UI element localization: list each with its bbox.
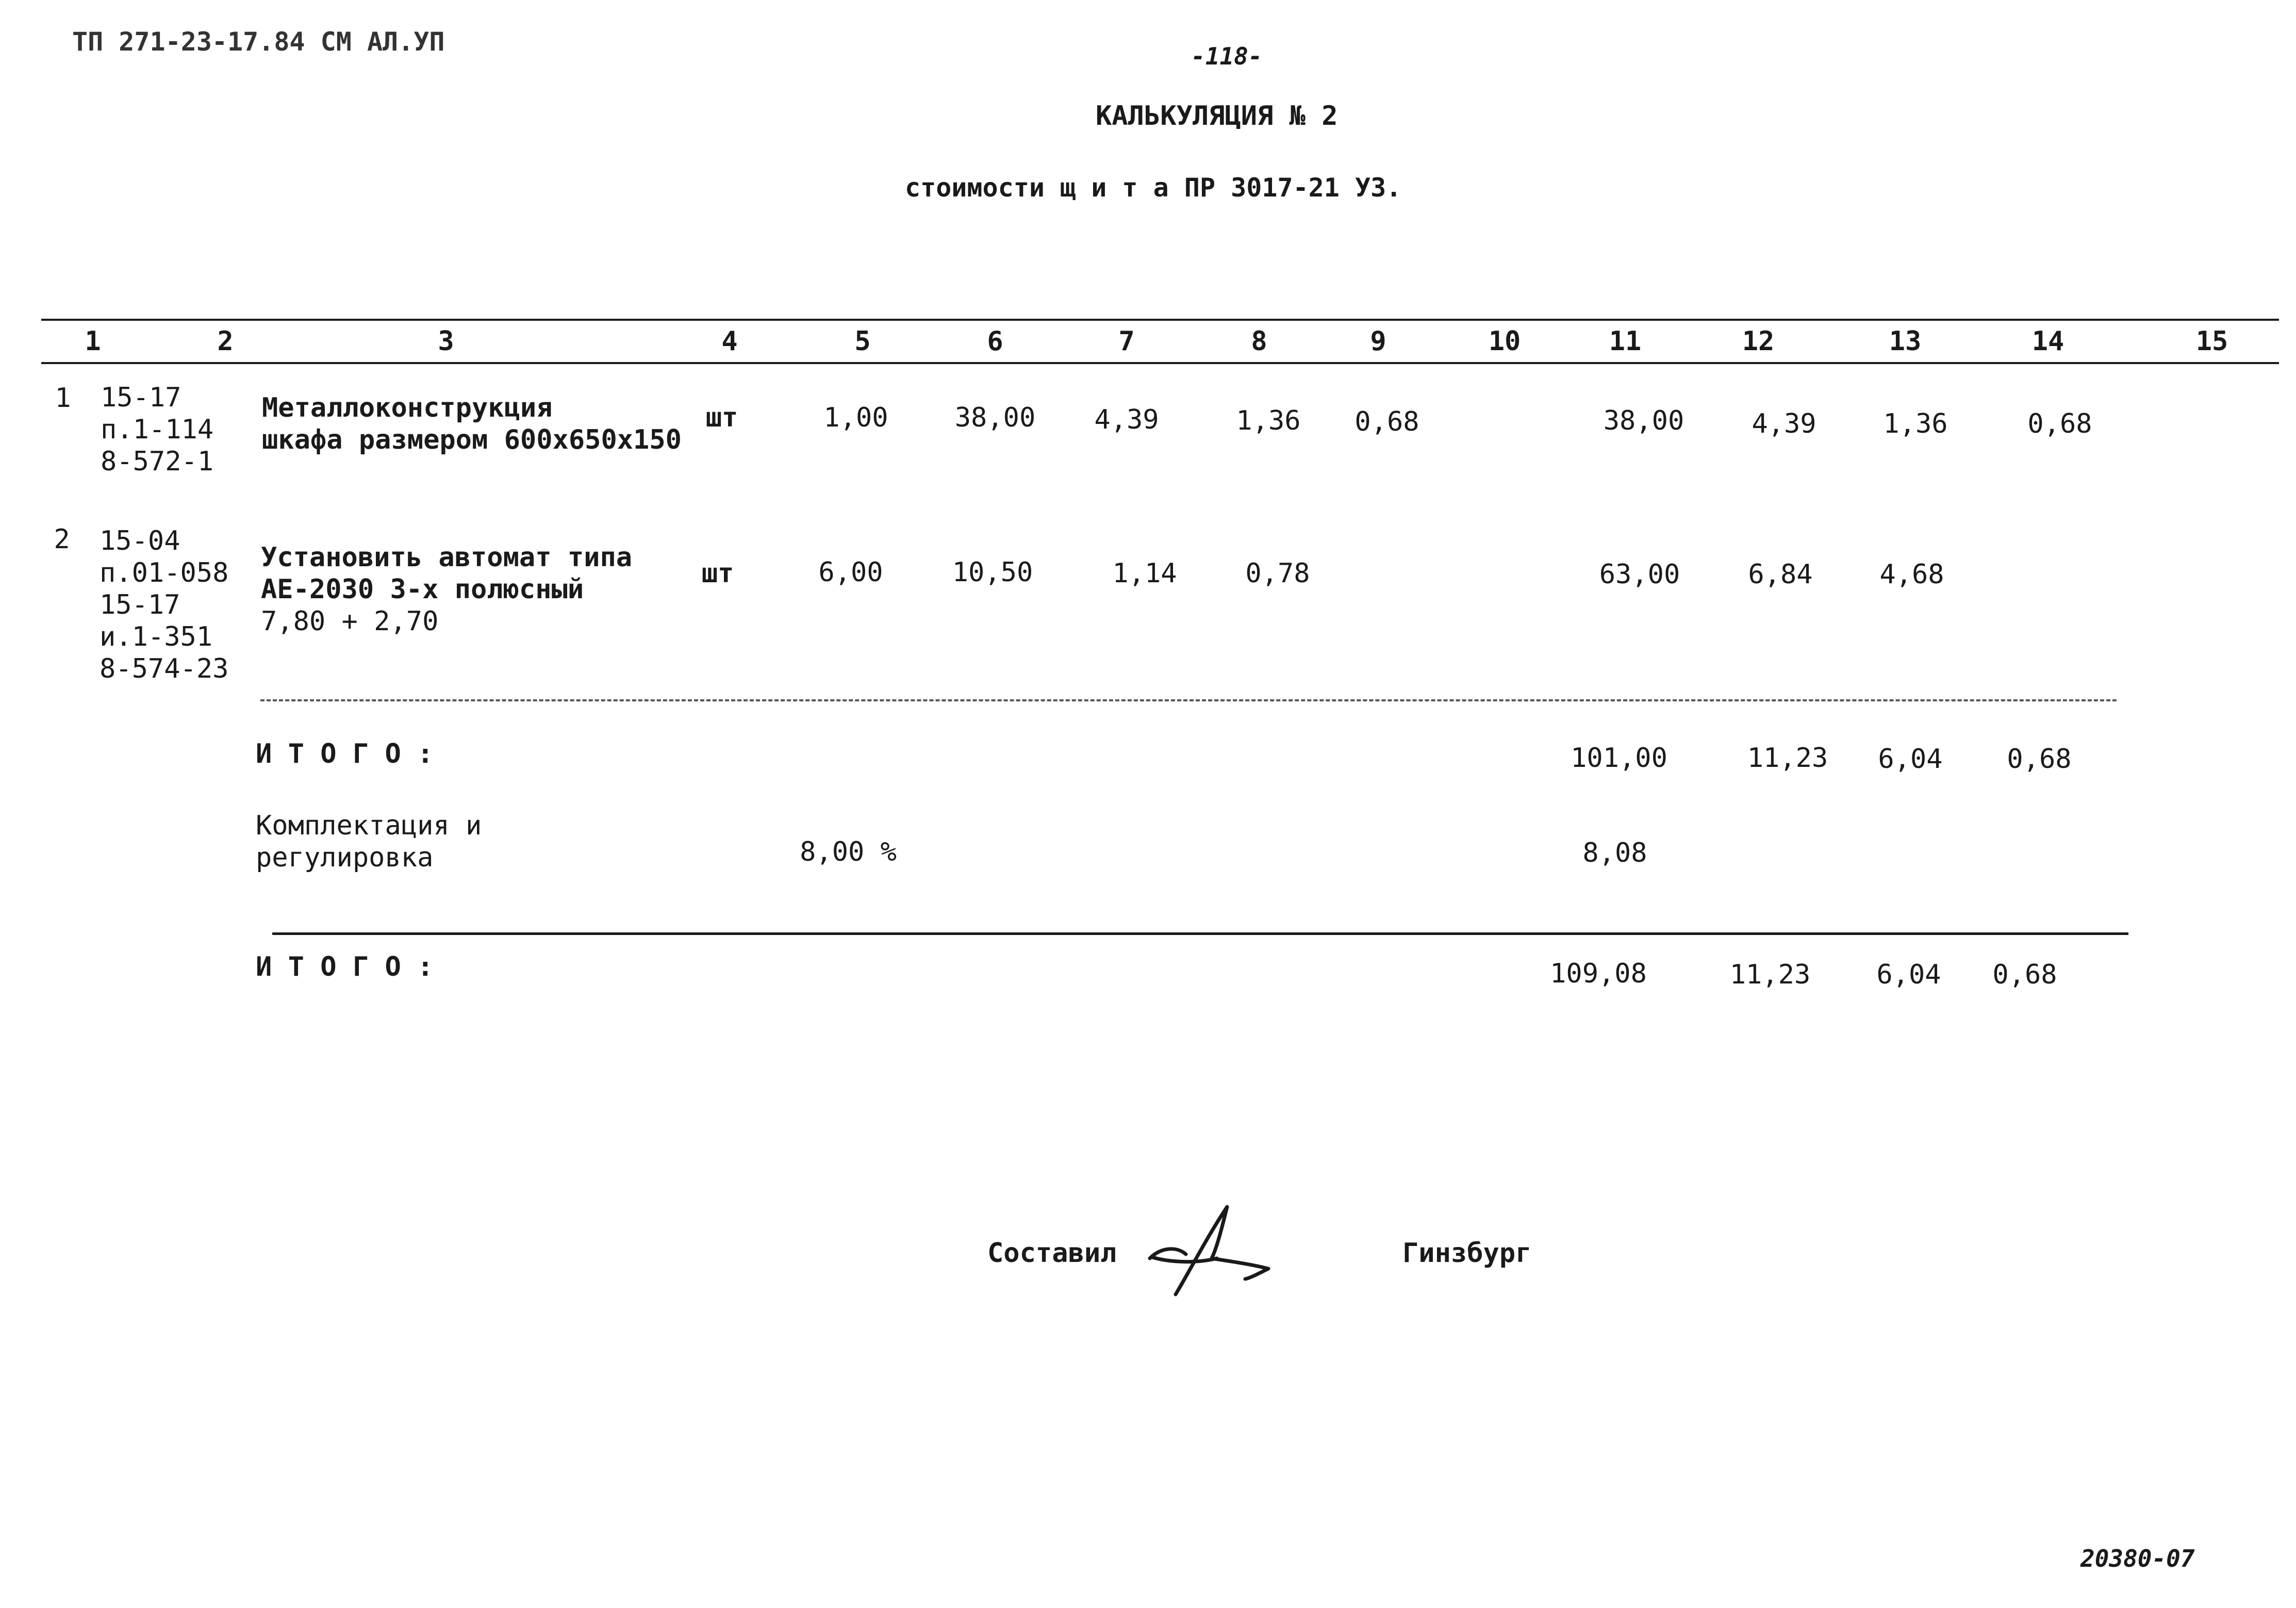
quantity-cell: 6,00 — [818, 557, 883, 588]
code-line: 15-17 — [101, 382, 181, 413]
unit-cost-cell: 10,50 — [952, 557, 1033, 588]
column-header: 13 — [1889, 326, 1922, 357]
column-header: 7 — [1118, 326, 1135, 357]
total-label: И Т О Г О : — [256, 951, 434, 982]
value-cell: 4,39 — [1094, 404, 1159, 435]
header-bottom-rule — [41, 362, 2279, 364]
document-code: ТП 271-23-17.84 СМ АЛ.УП — [72, 27, 445, 57]
page-number: -118- — [1191, 42, 1263, 70]
value-cell: 1,14 — [1112, 558, 1177, 589]
column-header: 8 — [1251, 326, 1267, 357]
column-header: 14 — [2031, 326, 2064, 357]
row-number: 1 — [55, 383, 71, 414]
code-line: п.01-058 — [100, 557, 229, 588]
subtotal-label: И Т О Г О : — [256, 739, 434, 769]
code-line: 15-17 — [100, 589, 180, 620]
column-header: 11 — [1609, 326, 1642, 357]
assembly-label — [256, 810, 482, 874]
value-cell: 1,36 — [1883, 408, 1948, 439]
assembly-label-line: Комплектация и — [256, 810, 482, 841]
quantity-cell: 1,00 — [823, 402, 888, 433]
value-cell: 0,68 — [1355, 406, 1419, 437]
column-header: 5 — [854, 326, 871, 357]
archive-number: 20380-07 — [2080, 1545, 2195, 1572]
row-codes — [101, 382, 213, 478]
code-line: 8-572-1 — [101, 446, 214, 477]
total-cost-cell: 109,08 — [1550, 958, 1647, 989]
row-codes — [100, 525, 228, 685]
code-line: 15-04 — [100, 526, 180, 556]
percent-cell: 8,00 % — [800, 836, 897, 867]
total-cost-cell: 63,00 — [1599, 559, 1680, 590]
value-cell: 11,23 — [1747, 743, 1828, 774]
assembly-label-line: регулировка — [256, 842, 434, 873]
value-cell: 1,36 — [1236, 405, 1301, 436]
row-description — [261, 542, 632, 637]
description-line: 7,80 + 2,70 — [261, 606, 439, 637]
column-header: 9 — [1370, 326, 1386, 357]
code-line: и.1-351 — [100, 621, 213, 652]
row-description — [262, 392, 682, 456]
row-separator — [260, 699, 2117, 701]
value-cell: 11,23 — [1729, 959, 1811, 990]
unit-cell: шт — [705, 402, 738, 433]
value-cell: 0,78 — [1245, 558, 1310, 589]
code-line: 8-574-23 — [100, 653, 229, 684]
document-title: КАЛЬКУЛЯЦИЯ № 2 — [1096, 101, 1338, 132]
value-cell: 4,68 — [1879, 559, 1944, 590]
code-line: п.1-114 — [101, 414, 214, 445]
row-number: 2 — [54, 524, 70, 555]
unit-cost-cell: 38,00 — [954, 402, 1036, 433]
value-cell: 6,04 — [1878, 744, 1943, 775]
column-header: 2 — [217, 326, 234, 357]
total-rule — [272, 932, 2128, 935]
column-header: 3 — [438, 326, 454, 357]
unit-cell: шт — [701, 558, 734, 589]
total-cost-cell: 101,00 — [1571, 743, 1667, 774]
column-header: 10 — [1488, 326, 1521, 357]
signed-by-label: Составил — [987, 1238, 1117, 1269]
table-top-rule — [41, 319, 2279, 321]
value-cell: 0,68 — [2027, 408, 2092, 439]
description-line: Установить автомат типа — [261, 542, 633, 573]
description-line: шкафа размером 600х650х150 — [262, 424, 682, 455]
column-header: 12 — [1742, 326, 1775, 357]
value-cell: 6,04 — [1876, 959, 1941, 990]
document-subtitle: стоимости щ и т а ПР 3017-21 УЗ. — [905, 173, 1402, 203]
description-line: Металлоконструкция — [262, 392, 553, 423]
value-cell: 4,39 — [1752, 408, 1816, 439]
column-header: 1 — [85, 326, 101, 357]
total-cost-cell: 8,08 — [1582, 838, 1647, 868]
description-line: АЕ-2030 3-х полюсный — [261, 574, 584, 605]
value-cell: 0,68 — [1992, 959, 2057, 990]
value-cell: 0,68 — [2007, 744, 2072, 775]
column-header: 6 — [987, 326, 1003, 357]
column-header: 4 — [721, 326, 738, 357]
total-cost-cell: 38,00 — [1603, 405, 1684, 436]
column-header: 15 — [2195, 326, 2228, 357]
value-cell: 6,84 — [1748, 559, 1813, 590]
signer-name: Гинзбург — [1402, 1238, 1532, 1269]
handwritten-signature — [1139, 1196, 1284, 1300]
